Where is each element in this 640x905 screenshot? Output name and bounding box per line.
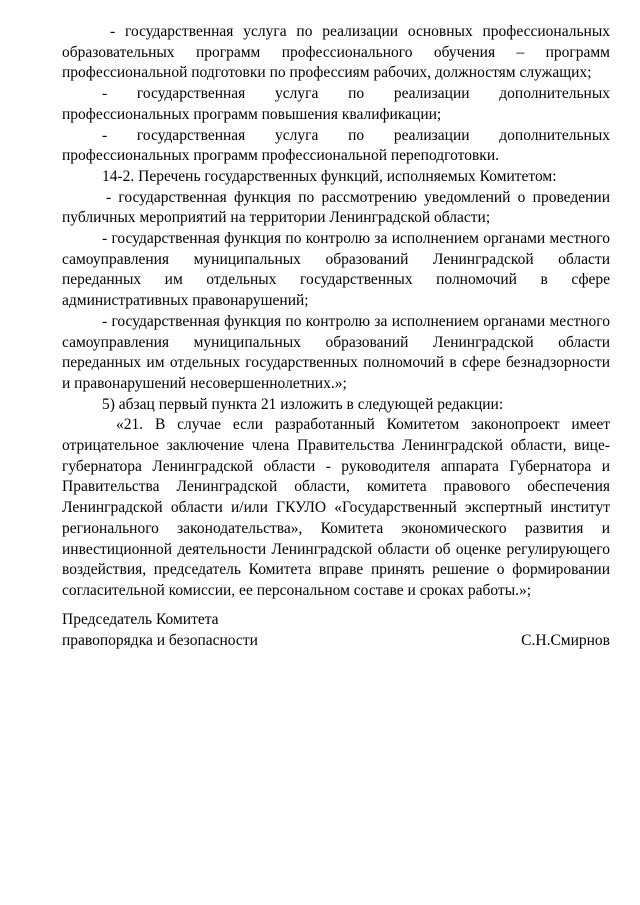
paragraph-service-basic-programs: - государственная услуга по реализации основных профессиональных образовательных программ профессионального обучения – программ профессиональной подготовки по профессиям рабочих, должностям служащих; — [62, 23, 610, 82]
paragraph-service-qualification: - государственная услуга по реализации дополнительных профессиональных программ повышения квалификации; — [62, 85, 610, 123]
paragraph-function-admin-offenses: - государственная функция по контролю за исполнением органами местного самоуправления муниципальных образований Ленинградской области переданных им отдельных государственных полномочий в сфере административных правонарушений; — [62, 230, 610, 310]
signature-name: С.Н.Смирнов — [521, 631, 610, 649]
paragraph-function-public-events: - государственная функция по рассмотрению уведомлений о проведении публичных мероприятий на территории Ленинградской области; — [62, 188, 610, 227]
paragraph-clause-21-text: «21. В случае если разработанный Комитетом законопроект имеет отрицательное заключение члена Правительства Ленинградской области, вице-губернатора Ленинградской области - руководителя аппарата Губернатора и Правительства Ленинградской области, комитета правового обеспечения Ленинградской области и/или ГКУЛО «Государственный экспертный институт регионального законодательства», Комитета экономического развития и инвестиционной деятельности Ленинградской области об оценке регулирующего воздействия, председатель Комитета вправе принять решение о формировании согласительной комиссии, ее персональном составе и сроках работы.»; — [62, 416, 610, 599]
paragraph-amendment-21: 5) абзац первый пункта 21 изложить в следующей редакции: — [102, 395, 504, 413]
paragraph-function-juvenile: - государственная функция по контролю за исполнением органами местного самоуправления муниципальных образований Ленинградской области переданных им отдельных государственных полномочий в сфере безнадзорности и правонарушений несовершеннолетних.»; — [62, 312, 610, 392]
document-body — [62, 22, 610, 602]
signature-block — [62, 610, 610, 651]
signature-department: правопорядка и безопасности — [62, 631, 258, 649]
signature-title-line-2 — [62, 631, 610, 652]
signature-position: Председатель Комитета — [62, 611, 219, 628]
signature-title-line-1 — [62, 610, 610, 631]
paragraph-service-retraining: - государственная услуга по реализации дополнительных профессиональных программ профессиональной переподготовки. — [62, 126, 610, 165]
paragraph-functions-heading: 14-2. Перечень государственных функций, исполняемых Комитетом: — [102, 167, 557, 185]
